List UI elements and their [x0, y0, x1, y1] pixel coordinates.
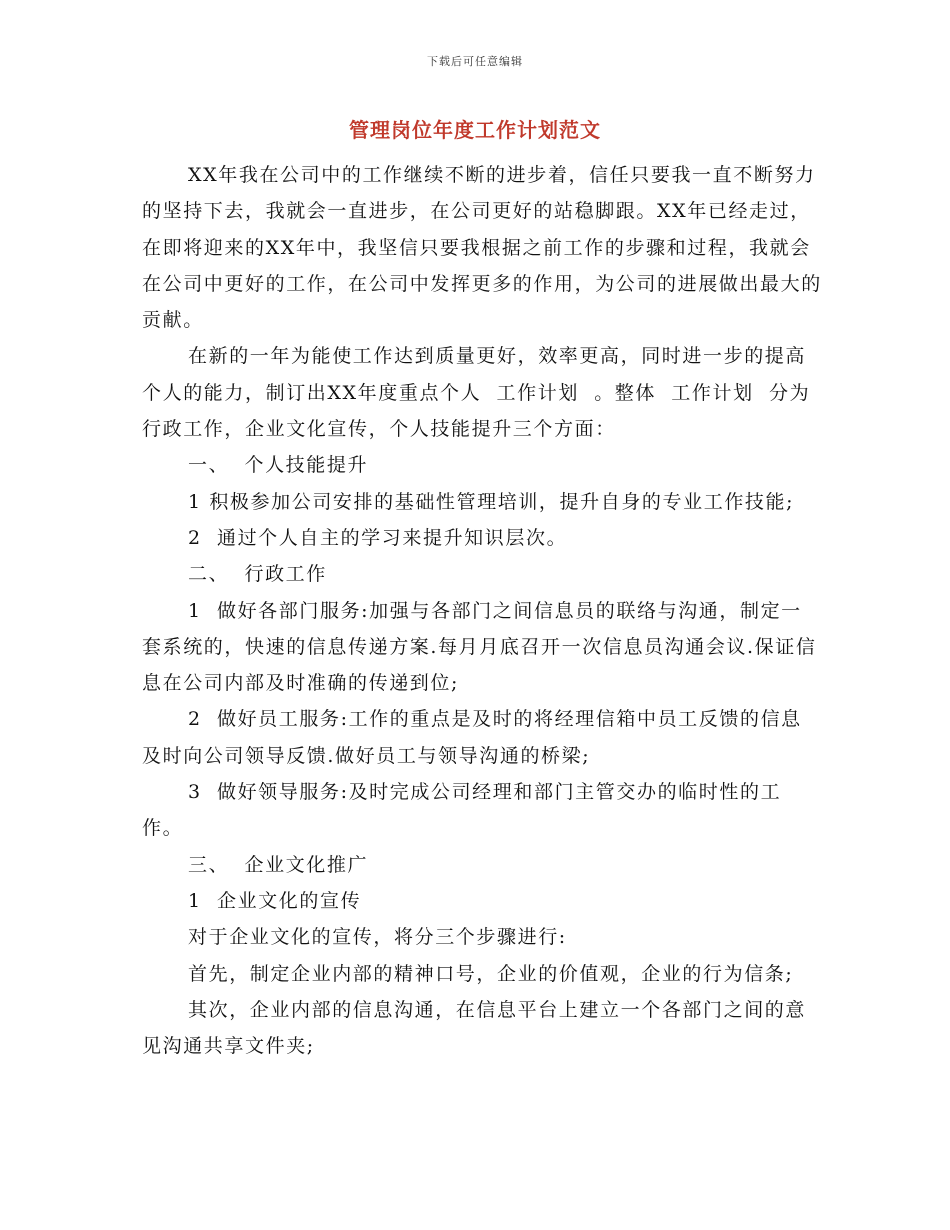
list-item: 1 积极参加公司安排的基础性管理培训，提升自身的专业工作技能;: [188, 490, 795, 513]
list-item: 2 通过个人自主的学习来提升知识层次。: [188, 526, 568, 549]
section-heading-1: 一、 个人技能提升: [188, 454, 369, 477]
page-header-note: 下载后可任意编辑: [427, 55, 523, 68]
list-item: 3 做好领导服务:及时完成公司经理和部门主管交办的临时性的工作。: [142, 781, 782, 840]
paragraph: 其次，企业内部的信息沟通，在信息平台上建立一个各部门之间的意见沟通共享文件夹;: [142, 998, 807, 1058]
list-item: 2 做好员工服务:工作的重点是及时的将经理信箱中员工反馈的信息及时向公司领导反馈.做好员工与领导沟通的桥梁;: [142, 708, 802, 767]
paragraph-plan-overview: 在新的一年为能使工作达到质量更好，效率更高，同时进一步的提高个人的能力，制订出XX年度重点个人 工作计划 。整体 工作计划 分为行政工作，企业文化宣传，个人技能提升三个方面：: [142, 345, 811, 441]
section-heading-2: 二、 行政工作: [188, 563, 327, 586]
paragraph: 对于企业文化的宣传，将分三个步骤进行:: [188, 926, 567, 949]
document-body: [142, 157, 822, 1064]
list-item: 1 做好各部门服务:加强与各部门之间信息员的联络与沟通，制定一套系统的，快速的信息传递方案.每月月底召开一次信息员沟通会议.保证信息在公司内部及时准确的传递到位;: [142, 599, 817, 695]
document-title: 管理岗位年度工作计划范文: [349, 118, 601, 142]
paragraph-intro: XX年我在公司中的工作继续不断的进步着，信任只要我一直不断努力的坚持下去，我就会一直进步，在公司更好的站稳脚跟。XX年已经走过，在即将迎来的XX年中，我坚信只要我根据之前工作的步骤和过程，我就会在公司中更好的工作，在公司中发挥更多的作用，为公司的进展做出最大的贡献。: [142, 164, 822, 332]
paragraph: 首先，制定企业内部的精神口号，企业的价值观，企业的行为信条;: [188, 962, 794, 985]
list-item: 1 企业文化的宣传: [188, 889, 362, 912]
section-heading-3: 三、 企业文化推广: [188, 853, 369, 876]
